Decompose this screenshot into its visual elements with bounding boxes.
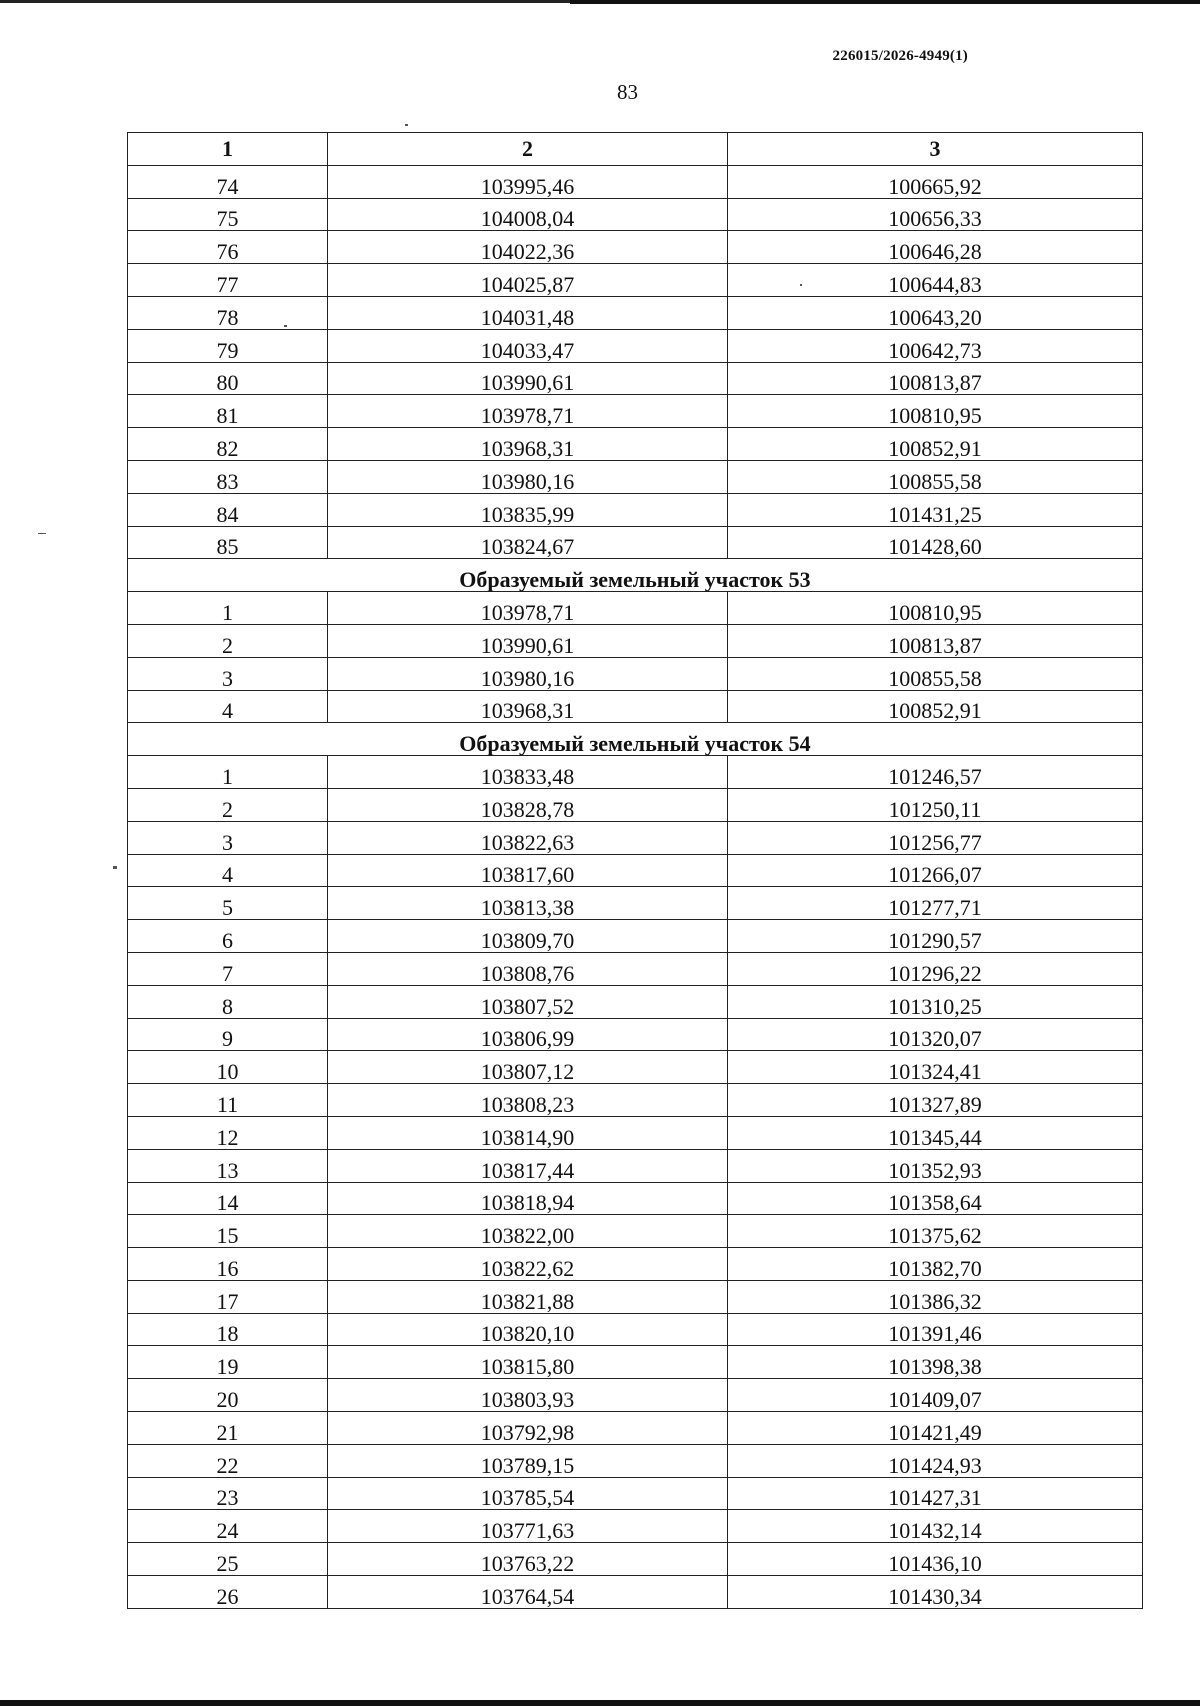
coordinate-x-cell: 103818,94 [328,1182,728,1215]
coordinate-y-cell: 101431,25 [728,493,1143,526]
coordinate-x-cell: 103822,63 [328,821,728,854]
coordinate-y-cell: 101310,25 [728,985,1143,1018]
coordinate-y-cell: 100813,87 [728,362,1143,395]
coordinate-y-cell: 100855,58 [728,460,1143,493]
coordinate-y-cell: 100665,92 [728,165,1143,198]
table-row [128,1280,1143,1313]
table-row [128,329,1143,362]
point-number-cell: 26 [128,1576,328,1609]
coordinate-x-cell: 103803,93 [328,1379,728,1412]
table-row [128,1149,1143,1182]
table-row [128,1379,1143,1412]
point-number-cell: 7 [128,952,328,985]
coordinate-y-cell: 100656,33 [728,198,1143,231]
scan-top-edge-dark [570,0,1200,4]
point-number-cell: 21 [128,1412,328,1445]
coordinate-x-cell: 103828,78 [328,788,728,821]
coordinate-y-cell: 101256,77 [728,821,1143,854]
point-number-cell: 5 [128,887,328,920]
coordinate-y-cell: 101375,62 [728,1215,1143,1248]
table-row [128,493,1143,526]
point-number-cell: 14 [128,1182,328,1215]
coordinate-x-cell: 104022,36 [328,231,728,264]
point-number-cell: 85 [128,526,328,559]
point-number-cell: 1 [128,592,328,625]
coordinate-x-cell: 103806,99 [328,1018,728,1051]
scan-speck [284,325,287,327]
point-number-cell: 20 [128,1379,328,1412]
coordinate-y-cell: 101345,44 [728,1116,1143,1149]
column-header-3: 3 [728,133,1143,166]
coordinate-x-cell: 103995,46 [328,165,728,198]
table-row [128,1313,1143,1346]
table-row [128,1051,1143,1084]
point-number-cell: 1 [128,756,328,789]
coordinate-x-cell: 103808,23 [328,1084,728,1117]
coordinate-x-cell: 104031,48 [328,296,728,329]
coordinate-x-cell: 103764,54 [328,1576,728,1609]
table-row [128,296,1143,329]
coordinate-x-cell: 103990,61 [328,624,728,657]
table-row [128,821,1143,854]
table-row [128,198,1143,231]
coordinate-x-cell: 103824,67 [328,526,728,559]
coordinate-y-cell: 100643,20 [728,296,1143,329]
table-row [128,1116,1143,1149]
coordinate-x-cell: 104008,04 [328,198,728,231]
point-number-cell: 3 [128,821,328,854]
coordinate-y-cell: 101296,22 [728,952,1143,985]
coordinate-x-cell: 104033,47 [328,329,728,362]
point-number-cell: 83 [128,460,328,493]
section-header-row [128,559,1143,592]
coordinate-y-cell: 101424,93 [728,1444,1143,1477]
coordinate-y-cell: 101266,07 [728,854,1143,887]
coordinate-y-cell: 101421,49 [728,1412,1143,1445]
table-row [128,165,1143,198]
section-title: Образуемый земельный участок 54 [128,723,1143,756]
table-row [128,657,1143,690]
coordinate-x-cell: 104025,87 [328,264,728,297]
coordinate-x-cell: 103980,16 [328,657,728,690]
point-number-cell: 8 [128,985,328,1018]
coordinate-x-cell: 103978,71 [328,395,728,428]
coordinate-y-cell: 101250,11 [728,788,1143,821]
point-number-cell: 6 [128,920,328,953]
coordinate-y-cell: 100644,83 [728,264,1143,297]
coordinate-y-cell: 101430,34 [728,1576,1143,1609]
table-row [128,1543,1143,1576]
table-row [128,1215,1143,1248]
coordinate-y-cell: 101324,41 [728,1051,1143,1084]
point-number-cell: 24 [128,1510,328,1543]
scan-speck [38,533,46,534]
coordinate-y-cell: 101290,57 [728,920,1143,953]
coordinate-x-cell: 103980,16 [328,460,728,493]
coordinate-y-cell: 101358,64 [728,1182,1143,1215]
coordinate-x-cell: 103789,15 [328,1444,728,1477]
table-row [128,362,1143,395]
document-reference: 226015/2026-4949(1) [832,48,968,64]
point-number-cell: 15 [128,1215,328,1248]
table-row [128,788,1143,821]
point-number-cell: 2 [128,624,328,657]
coordinate-y-cell: 100810,95 [728,395,1143,428]
coordinate-x-cell: 103968,31 [328,690,728,723]
point-number-cell: 82 [128,428,328,461]
table-row [128,231,1143,264]
point-number-cell: 17 [128,1280,328,1313]
table-row [128,428,1143,461]
coordinate-y-cell: 100810,95 [728,592,1143,625]
coordinate-y-cell: 100642,73 [728,329,1143,362]
table-row [128,854,1143,887]
table-row [128,887,1143,920]
table-row [128,1444,1143,1477]
coordinate-x-cell: 103835,99 [328,493,728,526]
point-number-cell: 74 [128,165,328,198]
coordinate-x-cell: 103978,71 [328,592,728,625]
point-number-cell: 10 [128,1051,328,1084]
coordinate-x-cell: 103763,22 [328,1543,728,1576]
section-title: Образуемый земельный участок 53 [128,559,1143,592]
coordinate-x-cell: 103833,48 [328,756,728,789]
point-number-cell: 16 [128,1248,328,1281]
coordinate-y-cell: 100813,87 [728,624,1143,657]
point-number-cell: 13 [128,1149,328,1182]
point-number-cell: 4 [128,690,328,723]
coordinate-y-cell: 101277,71 [728,887,1143,920]
point-number-cell: 18 [128,1313,328,1346]
coordinate-y-cell: 101391,46 [728,1313,1143,1346]
coordinate-x-cell: 103771,63 [328,1510,728,1543]
table-row [128,624,1143,657]
coordinate-x-cell: 103792,98 [328,1412,728,1445]
coordinate-x-cell: 103815,80 [328,1346,728,1379]
scan-speck [405,124,408,126]
table-row [128,756,1143,789]
table-row [128,1084,1143,1117]
coordinate-x-cell: 103821,88 [328,1280,728,1313]
coordinate-x-cell: 103807,12 [328,1051,728,1084]
coordinate-y-cell: 100646,28 [728,231,1143,264]
coordinate-x-cell: 103809,70 [328,920,728,953]
coordinate-x-cell: 103822,62 [328,1248,728,1281]
table-body [128,165,1143,1608]
point-number-cell: 25 [128,1543,328,1576]
table-row [128,1182,1143,1215]
table-row [128,592,1143,625]
table-row [128,526,1143,559]
coordinate-x-cell: 103785,54 [328,1477,728,1510]
coordinate-x-cell: 103820,10 [328,1313,728,1346]
column-header-2: 2 [328,133,728,166]
table-row [128,920,1143,953]
coordinate-y-cell: 101327,89 [728,1084,1143,1117]
table-row [128,690,1143,723]
page-number: 83 [617,80,638,104]
point-number-cell: 78 [128,296,328,329]
table-row [128,1576,1143,1609]
table-row [128,1248,1143,1281]
scan-speck [800,284,802,286]
table-row [128,1510,1143,1543]
coordinate-y-cell: 101409,07 [728,1379,1143,1412]
point-number-cell: 22 [128,1444,328,1477]
point-number-cell: 23 [128,1477,328,1510]
point-number-cell: 9 [128,1018,328,1051]
point-number-cell: 4 [128,854,328,887]
coordinate-x-cell: 103808,76 [328,952,728,985]
point-number-cell: 2 [128,788,328,821]
point-number-cell: 77 [128,264,328,297]
coordinate-x-cell: 103814,90 [328,1116,728,1149]
coordinate-y-cell: 101428,60 [728,526,1143,559]
point-number-cell: 3 [128,657,328,690]
coordinate-y-cell: 101427,31 [728,1477,1143,1510]
coordinate-x-cell: 103807,52 [328,985,728,1018]
point-number-cell: 12 [128,1116,328,1149]
coordinate-y-cell: 101352,93 [728,1149,1143,1182]
coordinate-y-cell: 101382,70 [728,1248,1143,1281]
coordinate-y-cell: 101436,10 [728,1543,1143,1576]
coordinate-x-cell: 103822,00 [328,1215,728,1248]
table-row [128,985,1143,1018]
scan-bottom-edge [0,1700,1200,1706]
table-row [128,1477,1143,1510]
coordinate-y-cell: 100852,91 [728,690,1143,723]
point-number-cell: 11 [128,1084,328,1117]
coordinate-y-cell: 100852,91 [728,428,1143,461]
table-header-row [128,133,1143,166]
point-number-cell: 84 [128,493,328,526]
column-header-1: 1 [128,133,328,166]
section-header-row [128,723,1143,756]
coordinates-table [127,132,1143,1609]
table-row [128,1018,1143,1051]
point-number-cell: 76 [128,231,328,264]
coordinate-y-cell: 101432,14 [728,1510,1143,1543]
table-row [128,460,1143,493]
coordinate-x-cell: 103968,31 [328,428,728,461]
coordinate-x-cell: 103817,60 [328,854,728,887]
coordinate-x-cell: 103813,38 [328,887,728,920]
point-number-cell: 81 [128,395,328,428]
table-row [128,395,1143,428]
point-number-cell: 75 [128,198,328,231]
coordinate-x-cell: 103990,61 [328,362,728,395]
coordinate-y-cell: 100855,58 [728,657,1143,690]
coordinate-y-cell: 101320,07 [728,1018,1143,1051]
coordinate-y-cell: 101398,38 [728,1346,1143,1379]
coordinate-y-cell: 101386,32 [728,1280,1143,1313]
table-row [128,1346,1143,1379]
point-number-cell: 79 [128,329,328,362]
point-number-cell: 80 [128,362,328,395]
table-row [128,952,1143,985]
coordinate-x-cell: 103817,44 [328,1149,728,1182]
table-row [128,1412,1143,1445]
point-number-cell: 19 [128,1346,328,1379]
scan-speck [113,866,117,869]
coordinate-y-cell: 101246,57 [728,756,1143,789]
table-row [128,264,1143,297]
